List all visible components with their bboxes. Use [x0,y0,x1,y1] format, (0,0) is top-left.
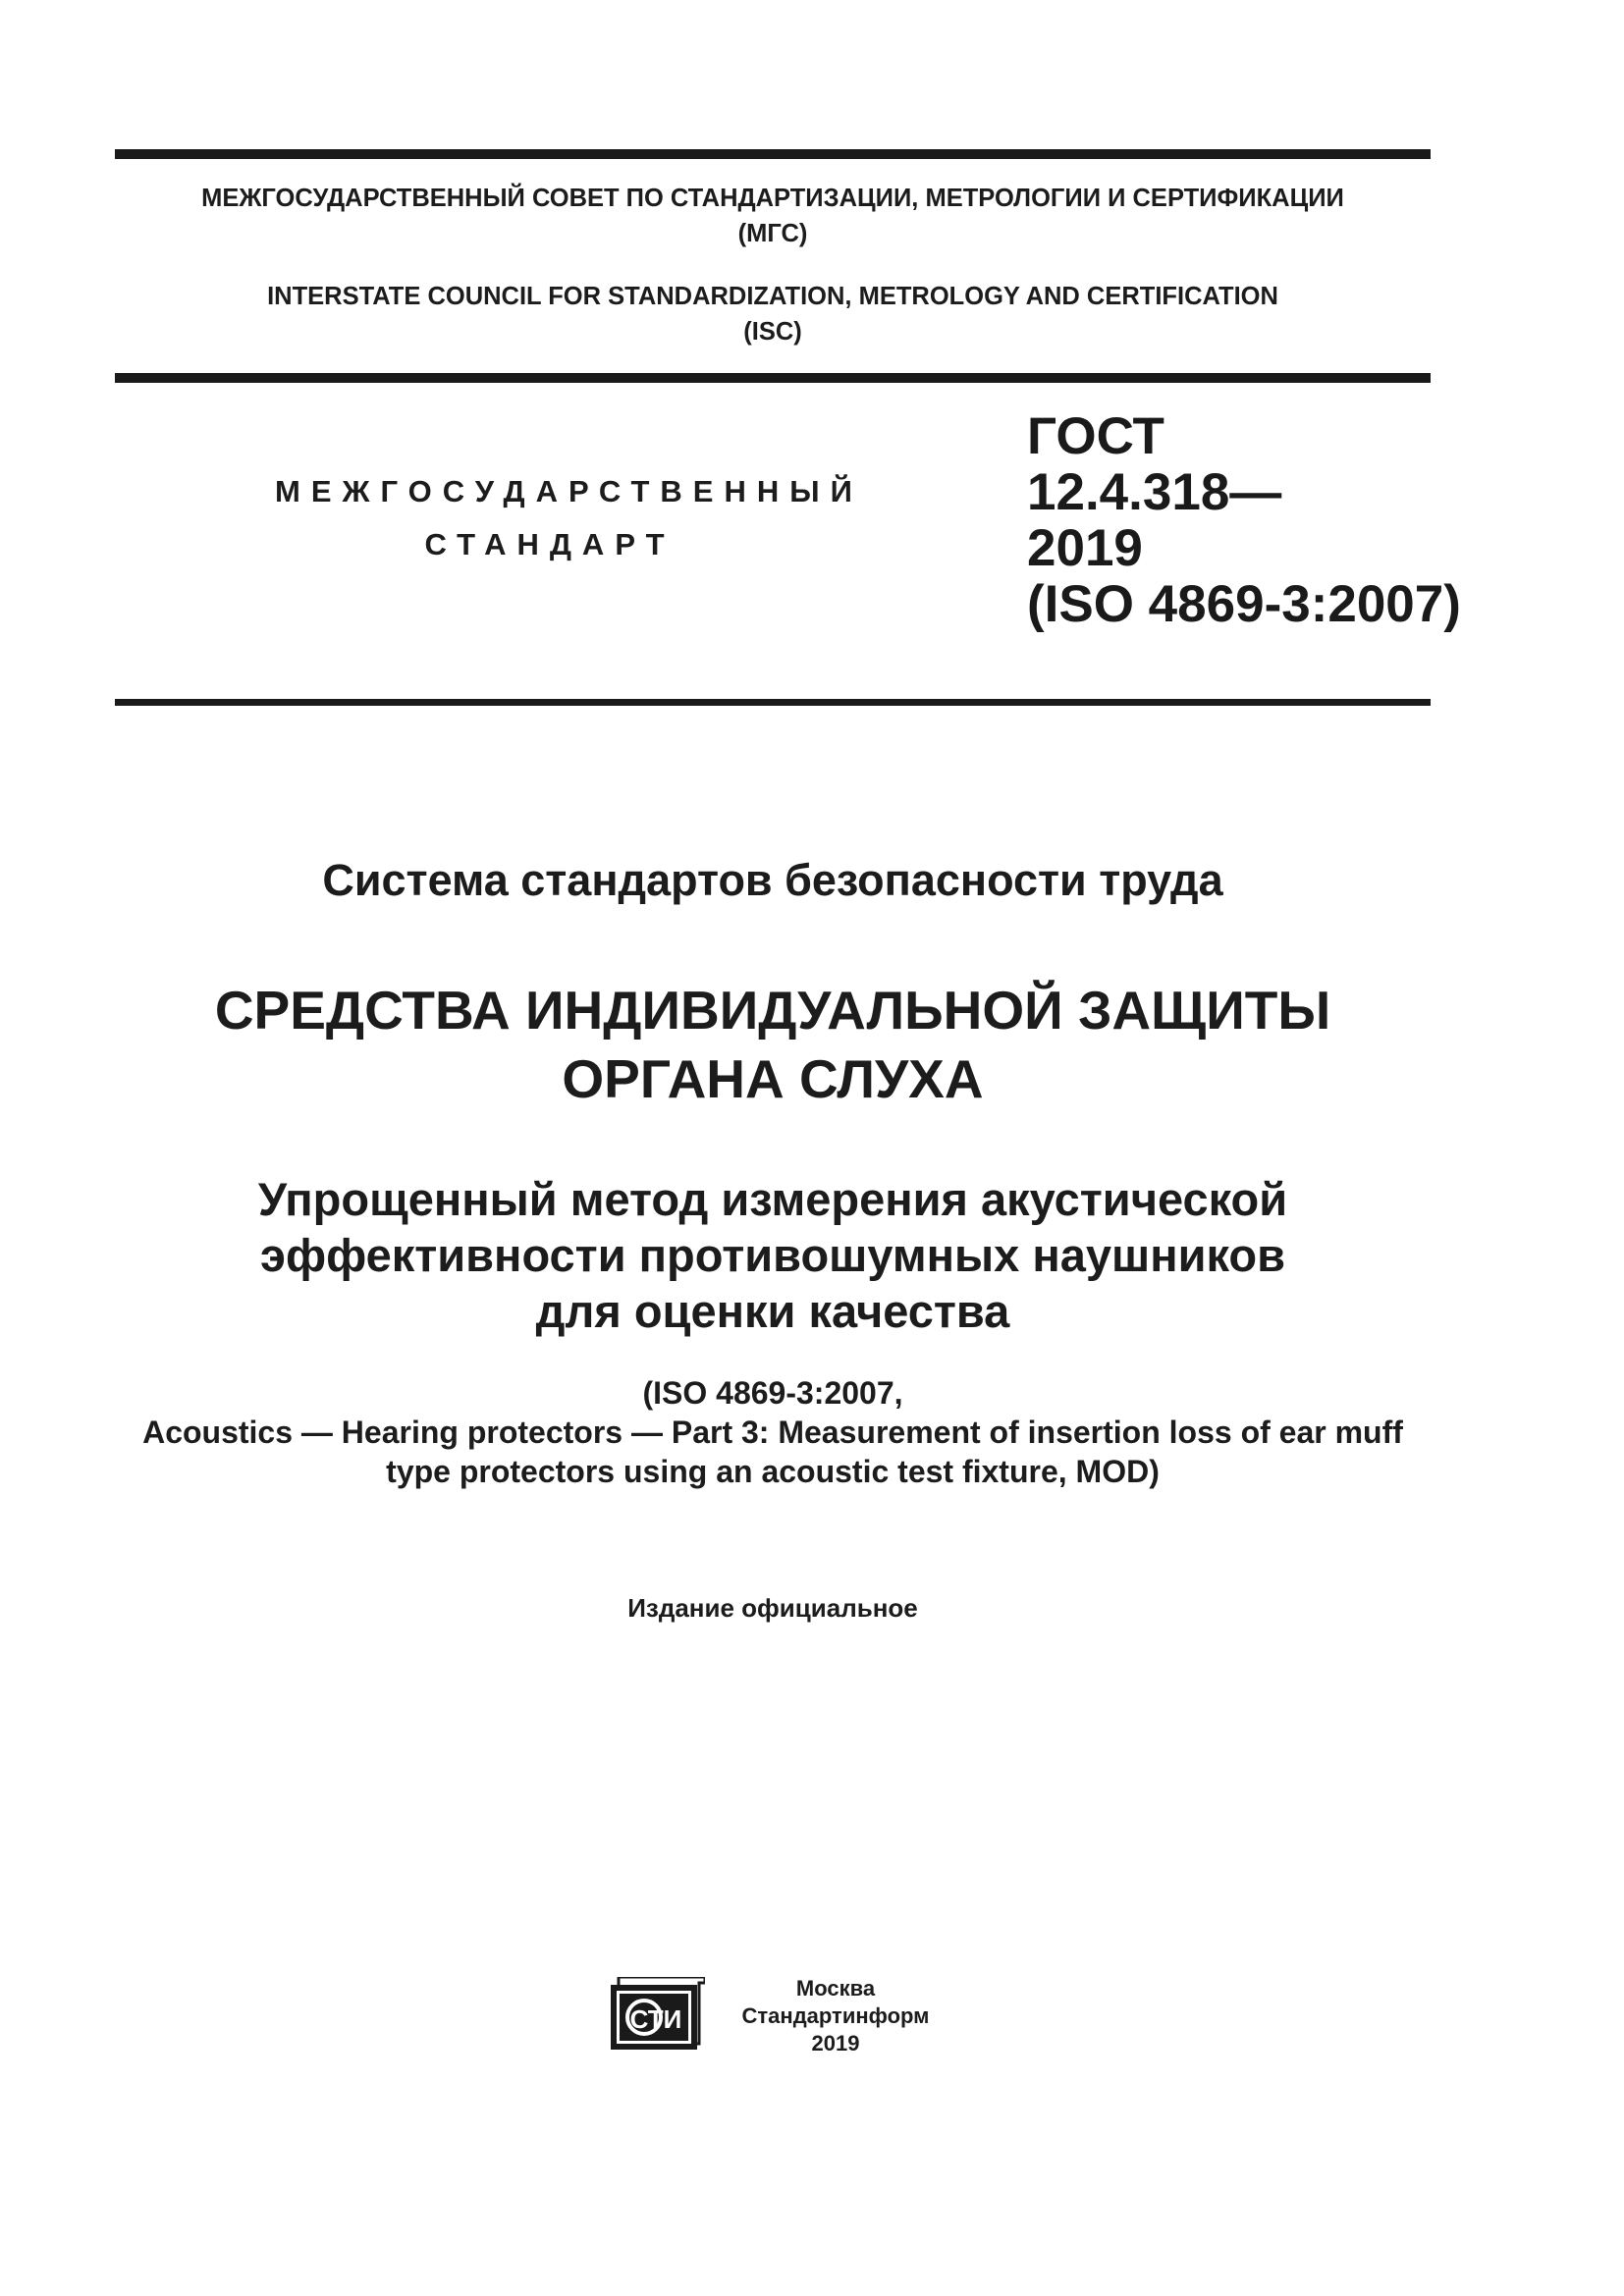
standard-type-line1: МЕЖГОСУДАРСТВЕННЫЙ [275,474,863,508]
designation-gost: ГОСТ [1027,407,1164,465]
council-ru-block [115,181,1431,251]
series-title: Система стандартов безопасности труда [322,855,1223,905]
publisher-year: 2019 [811,2031,860,2056]
designation-year: 2019 [1027,519,1143,577]
main-title-line2: ОРГАНА СЛУХА [562,1048,984,1109]
subtitle-line1: Упрощенный метод измерения акустической [257,1173,1288,1225]
designation-number: 12.4.318— [1027,463,1282,521]
main-title [115,976,1431,1113]
standard-type [275,465,863,571]
council-en-abbr: (ISC) [743,318,802,346]
publisher-city: Москва [795,1976,876,2001]
logo-text: СТИ [629,2004,682,2034]
intl-line2: Acoustics — Hearing protectors — Part 3: Measurement of insertion loss of ear muff [142,1415,1403,1450]
header-bottom-rule [115,373,1431,383]
council-en-block [115,279,1431,349]
council-ru-abbr: (МГС) [737,220,808,247]
council-ru-name: МЕЖГОСУДАРСТВЕННЫЙ СОВЕТ ПО СТАНДАРТИЗАЦИИ, МЕТРОЛОГИИ И СЕРТИФИКАЦИИ [201,185,1344,212]
edition-label: Издание официальное [627,1593,918,1623]
standard-designation [1027,408,1461,632]
subtitle [115,1171,1431,1339]
logo-graphic [611,1977,705,2052]
standard-type-line2: СТАНДАРТ [424,527,676,561]
council-en-name: INTERSTATE COUNCIL FOR STANDARDIZATION, METROLOGY AND CERTIFICATION [267,283,1278,310]
intl-line3: type protectors using an acoustic test fixture, MOD) [386,1454,1160,1489]
standartinform-logo-icon [611,1977,705,2052]
subtitle-line2: эффективности противошумных наушников [260,1229,1285,1281]
main-title-line1: СРЕДСТВА ИНДИВИДУАЛЬНОЙ ЗАЩИТЫ [214,980,1331,1041]
subtitle-line3: для оценки качества [535,1285,1010,1337]
publisher-block [727,1975,945,2057]
top-rule [115,149,1431,159]
international-reference [115,1373,1431,1491]
publisher-name: Стандартинформ [741,2003,930,2028]
intl-line1: (ISO 4869-3:2007, [642,1375,903,1411]
designation-iso: (ISO 4869-3:2007) [1027,575,1461,633]
designation-bottom-rule [115,699,1431,706]
